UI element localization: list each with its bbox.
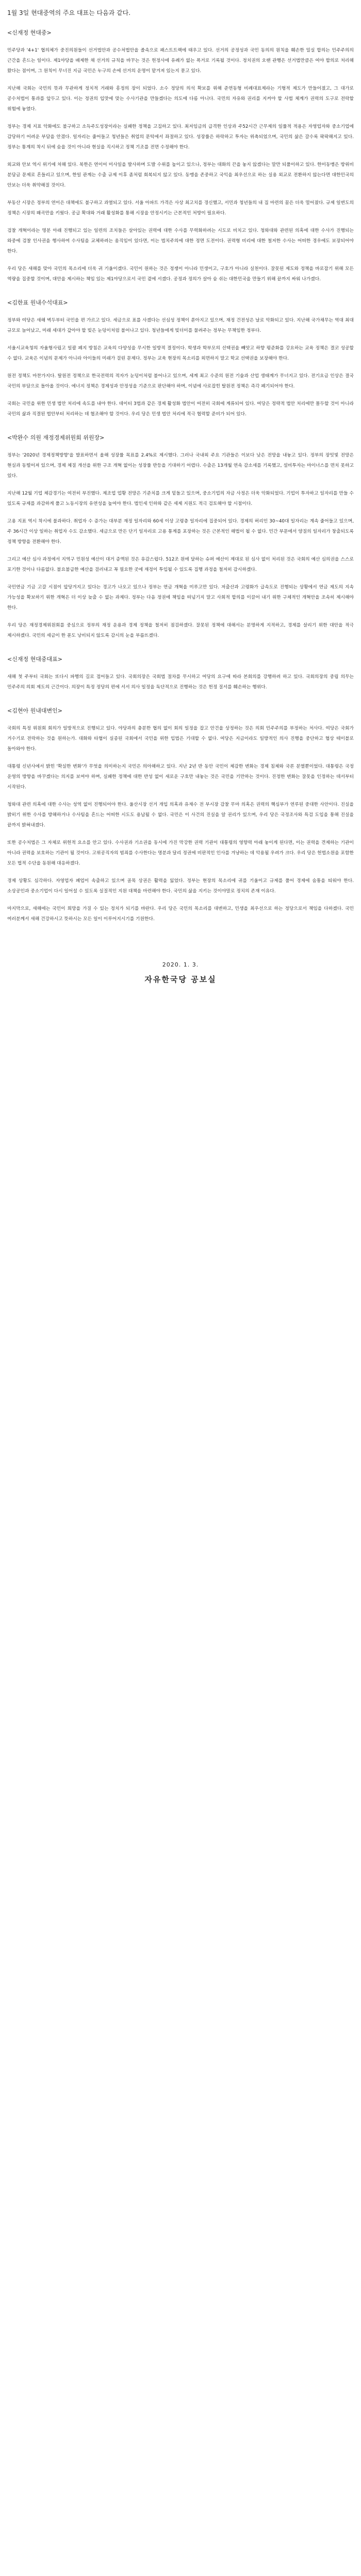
statement-section xyxy=(7,433,354,641)
statement-section xyxy=(7,654,354,692)
statement-paragraph: 부동산 시장은 정부의 연이은 대책에도 불구하고 과열되고 있다. 서울 아파트 가격은 사상 최고치를 경신했고, 서민과 청년들의 내 집 마련의 꿈은 더욱 멀어졌다. 규제 일변도의 정책은 시장의 왜곡만을 키웠다. 공급 확대와 거래 활성화를 통해 시장을 안정시키는 근본적인 처방이 필요하다. xyxy=(7,200,354,216)
section-title: <신재정 현대중대표> xyxy=(7,656,62,663)
section-title: <김한표 원내수석대표> xyxy=(7,299,68,306)
statement-paragraph: 정부는 경제 지표 악화에도 불구하고 소득주도성장이라는 실패한 정책을 고집하고 있다. 최저임금의 급격한 인상과 주52시간 근무제의 일률적 적용은 자영업자와 중소기업에 감당하기 어려운 부담을 안겼다. 일자리는 줄어들고 청년들은 취업의 문턱에서 좌절하고 있다. 성장률은 하락하고 투자는 위축되었으며, 국민의 삶은 갈수록 팍팍해지고 있다. 정부는 통계의 착시 뒤에 숨을 것이 아니라 현실을 직시하고 정책 기조를 전면 수정해야 한다. xyxy=(7,124,354,150)
statement-section xyxy=(7,298,354,419)
section-title: <박완수 의원 재정경제위원회 위원장> xyxy=(7,434,105,441)
press-release-document xyxy=(0,0,361,1006)
statement-paragraph: 국회는 국민을 위한 민생 법안 처리에 속도를 내야 한다. 데이터 3법과 같은 경제 활성화 법안이 여전히 국회에 계류되어 있다. 여당은 정략적 법안 처리에만 몰두할 것이 아니라 국민의 삶과 직결된 법안부터 처리하는 데 협조해야 할 것이다. 우리 당은 민생 법안 처리에 적극 협력할 준비가 되어 있다. xyxy=(7,401,354,417)
statement-paragraph: 정부와 여당은 새해 벽두부터 국민을 편 가르고 있다. 세금으로 표를 사겠다는 선심성 정책이 쏟아지고 있으며, 재정 건전성은 날로 악화되고 있다. 지난해 국가채무는 역대 최대 규모로 늘어났고, 미래 세대가 갚아야 할 빚은 눈덩이처럼 불어나고 있다. 청년들에게 빚더미를 물려주는 정부는 무책임한 정부다. xyxy=(7,318,354,333)
statement-paragraph: 국회의 특정 위원회 회의가 일방적으로 진행되고 있다. 야당과의 충분한 협의 없이 회의 일정을 잡고 안건을 상정하는 것은 의회 민주주의를 부정하는 처사다. 여당은 국회가 거수기로 전락하는 것을 원하는가. 대화와 타협이 실종된 국회에서 국민을 위한 입법은 기대할 수 없다. 여당은 지금이라도 일방적인 의사 진행을 중단하고 협상 테이블로 돌아와야 한다. xyxy=(7,726,354,752)
statement-section xyxy=(7,28,354,284)
release-date: 2020. 1. 3. xyxy=(162,961,199,968)
statement-paragraph: 또한 공수처법은 그 자체로 위헌적 요소를 안고 있다. 수사권과 기소권을 동시에 가진 막강한 권력 기관이 대통령의 영향력 아래 놓이게 된다면, 이는 권력을 견제하는 기관이 아니라 권력을 보호하는 기관이 될 것이다. 고위공직자의 범죄를 수사한다는 명분과 달리 정권에 비판적인 인사를 겨냥하는 데 악용될 우려가 크다. 우리 당은 헌법소원을 포함한 모든 법적 수단을 동원해 대응하겠다. xyxy=(7,840,354,866)
statement-paragraph: 고용 지표 역시 착시에 불과하다. 취업자 수 증가는 대부분 재정 일자리와 60세 이상 고령층 일자리에 집중되어 있다. 경제의 허리인 30~40대 일자리는 계속 줄어들고 있으며, 주 36시간 이상 일하는 취업자 수도 감소했다. 세금으로 만든 단기 일자리로 고용 통계를 포장하는 것은 근본적인 해법이 될 수 없다. 민간 부문에서 양질의 일자리가 창출되도록 정책 방향을 전환해야 한다. xyxy=(7,519,354,545)
statement-paragraph: 마지막으로, 새해에는 국민이 희망을 가질 수 있는 정치가 되기를 바란다. 우리 당은 국민의 목소리를 대변하고, 민생을 최우선으로 하는 정당으로서 책임을 다하겠다. 국민 여러분께서 새해 건강하시고 뜻하시는 모든 일이 이루어지시기를 기원한다. xyxy=(7,906,354,922)
statement-paragraph: 대통령 신년사에서 밝힌 '확실한 변화'가 무엇을 의미하는지 국민은 의아해하고 있다. 지난 2년 반 동안 국민이 체감한 변화는 경제 침체와 국론 분열뿐이었다. 대통령은 국정 운영의 방향을 바꾸겠다는 의지를 보여야 하며, 실패한 정책에 대한 반성 없이 새로운 구호만 내놓는 것은 국민을 기만하는 것이다. 진정한 변화는 잘못을 인정하는 데서부터 시작된다. xyxy=(7,764,354,790)
statement-paragraph: 민주당과 '4+1' 협의체가 중진의원들이 선거법안과 공수처법안을 졸속으로 패스트트랙에 태우고 있다. 선거의 공정성과 국민 동의의 원칙을 훼손한 밀실 합의는 민주주의의 근간을 흔드는 일이다. 제1야당을 배제한 채 선거의 규칙을 바꾸는 것은 헌정사에 유례가 없는 폭거로 기록될 것이다. 정치권의 오랜 관행은 선거법만큼은 여야 합의로 처리해 왔다는 점이며, 그 원칙이 무너진 지금 국민은 누구의 손에 선거의 운명이 맡겨져 있는지 묻고 있다. xyxy=(7,48,354,74)
statement-paragraph: 검찰 개혁이라는 명분 아래 진행되고 있는 일련의 조치들은 살아있는 권력에 대한 수사를 무력화하려는 시도로 비치고 있다. 청와대와 관련된 의혹에 대한 수사가 진행되는 와중에 검찰 인사권을 행사하여 수사팀을 교체하려는 움직임이 있다면, 이는 법치주의에 대한 정면 도전이다. 권력형 비리에 대한 철저한 수사는 어떠한 경우에도 보장되어야 한다. xyxy=(7,228,354,254)
statement-paragraph: 지난해 국회는 국민의 뜻과 무관하게 정치적 거래와 흥정의 장이 되었다. 소수 정당의 의석 확보를 위해 준연동형 비례대표제라는 기형적 제도가 만들어졌고, 그 대가로 공수처법이 통과를 앞두고 있다. 이는 정권의 입맛에 맞는 수사기관을 만들겠다는 의도에 다름 아니다. 국민의 자유와 권리를 지켜야 할 사법 체계가 권력의 도구로 전락할 위험에 놓였다. xyxy=(7,86,354,112)
statement-paragraph: 우리 당은 재정경제위원회를 중심으로 정부의 재정 운용과 경제 정책을 철저히 점검하겠다. 잘못된 정책에 대해서는 분명하게 지적하고, 경제를 살리기 위한 대안을 적극 제시하겠다. 국민의 세금이 한 푼도 낭비되지 않도록 감시의 눈을 부릅뜨겠다. xyxy=(7,623,354,638)
statement-paragraph: 경제 상황도 심각하다. 자영업자 폐업이 속출하고 있으며 골목 상권은 활력을 잃었다. 정부는 현장의 목소리에 귀를 기울이고 규제를 풀어 경제에 숨통을 틔워야 한다. 소상공인과 중소기업이 다시 일어설 수 있도록 실질적인 지원 대책을 마련해야 한다. 국민의 삶을 지키는 것이야말로 정치의 존재 이유다. xyxy=(7,878,354,894)
signature-block xyxy=(7,960,354,985)
section-title: <김현아 원내대변인> xyxy=(7,707,62,714)
statement-paragraph: 정부는 '2020년 경제정책방향'을 발표하면서 올해 성장률 목표를 2.4%로 제시했다. 그러나 국내외 주요 기관들은 이보다 낮은 전망을 내놓고 있다. 정부의 장밋빛 전망은 현실과 동떨어져 있으며, 경제 체질 개선을 위한 구조 개혁 없이는 성장률 반등을 기대하기 어렵다. 수출은 13개월 연속 감소세를 기록했고, 설비투자는 마이너스를 면치 못하고 있다. xyxy=(7,453,354,479)
statement-paragraph: 원전 정책도 마찬가지다. 탈원전 정책으로 한국전력의 적자가 눈덩이처럼 불어나고 있으며, 세계 최고 수준의 원전 기술과 산업 생태계가 무너지고 있다. 전기요금 인상은 결국 국민의 부담으로 돌아올 것이다. 에너지 정책은 경제성과 안정성을 기준으로 판단해야 하며, 이념에 사로잡힌 탈원전 정책은 즉각 폐기되어야 한다. xyxy=(7,374,354,389)
sections-container xyxy=(7,28,354,924)
section-title: <신재정 현대중> xyxy=(7,29,52,36)
intro-line: 1월 3일 현대중역의 주요 대표는 다음과 같다. xyxy=(7,9,131,16)
statement-paragraph: 국민연금 기금 고갈 시점이 앞당겨지고 있다는 경고가 나오고 있으나 정부는 연금 개혁을 미루고만 있다. 저출산과 고령화가 급속도로 진행되는 상황에서 연금 제도의 지속 가능성을 확보하기 위한 개혁은 더 이상 늦출 수 없는 과제다. 정부는 다음 정권에 책임을 떠넘기지 말고 사회적 합의를 이끌어 내기 위한 구체적인 개혁안을 조속히 제시해야 한다. xyxy=(7,585,354,611)
statement-paragraph: 그리고 예산 심사 과정에서 지역구 민원성 예산이 대거 증액된 것은 유감스럽다. 512조 원에 달하는 슈퍼 예산이 제대로 된 심사 없이 처리된 것은 국회의 예산 심의권을 스스로 포기한 것이나 다름없다. 불요불급한 예산을 걸러내고 꼭 필요한 곳에 재정이 투입될 수 있도록 집행 과정을 철저히 감시하겠다. xyxy=(7,557,354,572)
issuing-office: 자유한국당 공보실 xyxy=(144,975,217,984)
statement-paragraph: 서울시교육청의 자율형사립고 일괄 폐지 방침은 교육의 다양성을 무시한 일방적 결정이다. 학생과 학부모의 선택권을 빼앗고 하향 평준화를 강요하는 교육 정책은 결코 성공할 수 없다. 교육은 이념의 문제가 아니라 아이들의 미래가 걸린 문제다. 정부는 교육 현장의 목소리를 외면하지 말고 학교 선택권을 보장해야 한다. xyxy=(7,346,354,361)
statement-paragraph: 우리 당은 새해를 맞아 국민의 목소리에 더욱 귀 기울이겠다. 국민이 원하는 것은 정쟁이 아니라 민생이고, 구호가 아니라 실천이다. 잘못된 제도와 정책을 바로잡기 위해 모든 역량을 집중할 것이며, 대안을 제시하는 책임 있는 제1야당으로서 국민 곁에 서겠다. 공정과 정의가 살아 숨 쉬는 대한민국을 만들기 위해 끝까지 싸워 나가겠다. xyxy=(7,266,354,282)
statement-paragraph: 외교와 안보 역시 위기에 처해 있다. 북한은 연이어 미사일을 발사하며 도발 수위를 높이고 있으나, 정부는 대화의 끈을 놓지 않겠다는 말만 되풀이하고 있다. 한미동맹은 방위비 분담금 문제로 흔들리고 있으며, 한일 관계는 수출 규제 이후 좀처럼 회복되지 않고 있다. 동맹을 존중하고 국익을 최우선으로 하는 실용 외교로 전환하지 않는다면 대한민국의 안보는 더욱 취약해질 것이다. xyxy=(7,162,354,188)
statement-paragraph: 새해 첫 주부터 국회는 또다시 파행의 길로 접어들고 있다. 국회의장은 국회법 절차를 무시하고 여당의 요구에 따라 본회의를 강행하려 하고 있다. 국회의장의 중립 의무는 민주주의 의회 제도의 근간이다. 의장이 특정 정당의 편에 서서 의사 일정을 독단적으로 진행하는 것은 헌정 질서를 훼손하는 행위다. xyxy=(7,674,354,690)
statement-section xyxy=(7,706,354,924)
statement-paragraph: 지난해 12월 기업 체감경기는 여전히 부진했다. 제조업 업황 전망은 기준치를 크게 밑돌고 있으며, 중소기업의 자금 사정은 더욱 악화되었다. 기업이 투자하고 일자리를 만들 수 있도록 규제를 과감하게 풀고 노동시장의 유연성을 높여야 한다. 법인세 인하와 같은 세제 지원도 적극 검토해야 할 시점이다. xyxy=(7,491,354,506)
statement-paragraph: 청와대 관련 의혹에 대한 수사는 성역 없이 진행되어야 한다. 울산시장 선거 개입 의혹과 유재수 전 부시장 감찰 무마 의혹은 권력의 핵심부가 연루된 중대한 사안이다. 진실을 밝히기 위한 수사를 방해하거나 수사팀을 흔드는 어떠한 시도도 용납될 수 없다. 국민은 이 사건의 진실을 알 권리가 있으며, 우리 당은 국정조사와 특검 도입을 통해 진실을 끝까지 밝혀내겠다. xyxy=(7,802,354,828)
